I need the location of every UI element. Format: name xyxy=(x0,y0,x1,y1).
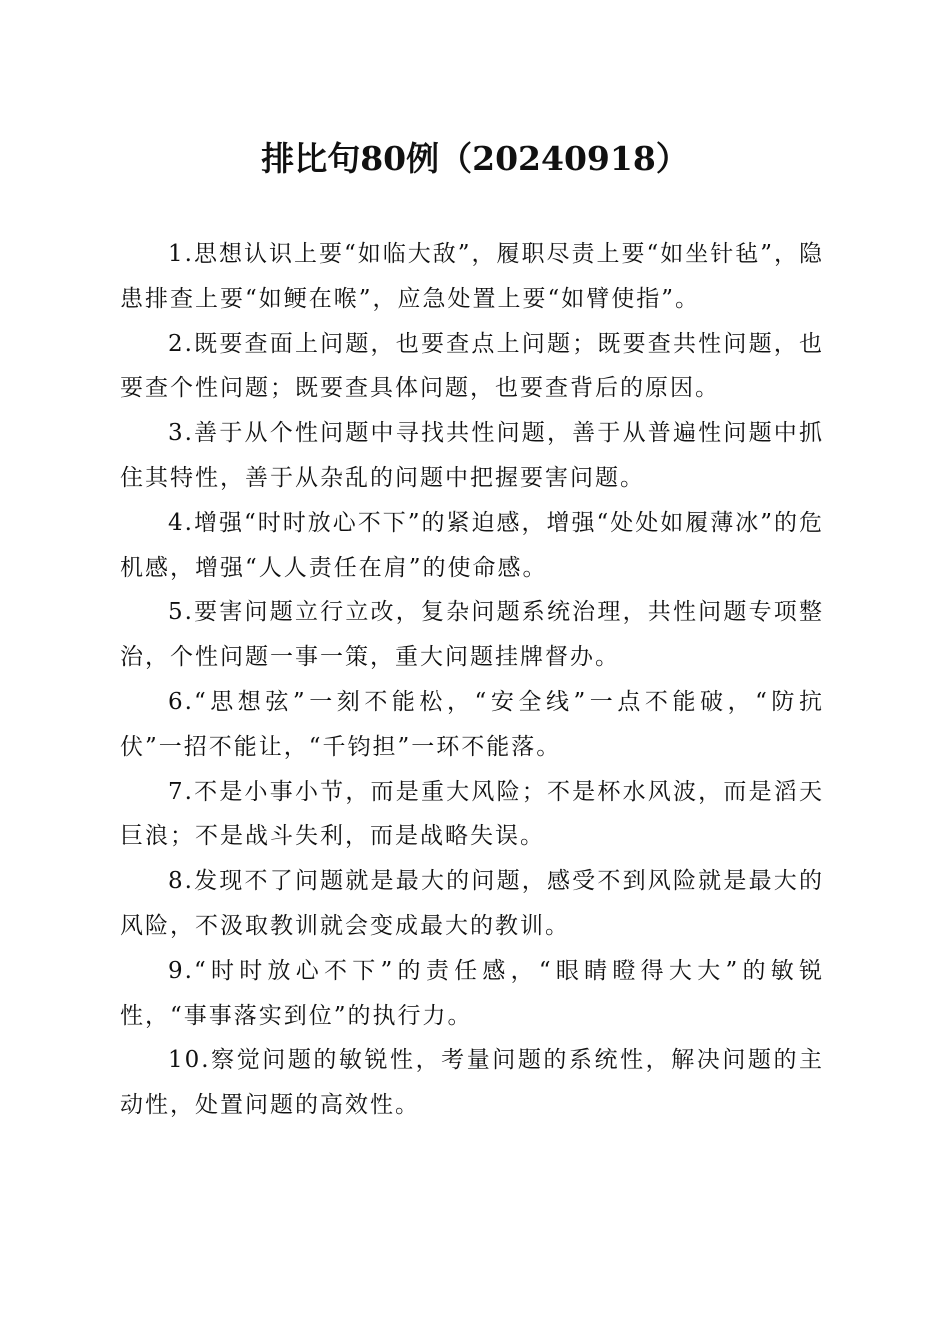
paragraph-9: 9.“时时放心不下”的责任感，“眼睛瞪得大大”的敏锐性，“事事落实到位”的执行力。 xyxy=(120,957,824,1029)
paragraph-2: 2.既要查面上问题，也要查点上问题；既要查共性问题，也要查个性问题；既要查具体问题，也要查背后的原因。 xyxy=(120,330,824,402)
paragraph-4: 4.增强“时时放心不下”的紧迫感，增强“处处如履薄冰”的危机感，增强“人人责任在肩”的使命感。 xyxy=(120,509,824,581)
paragraph-6: 6.“思想弦”一刻不能松，“安全线”一点不能破，“防抗伏”一招不能让，“千钧担”一环不能落。 xyxy=(120,688,824,760)
paragraph-8: 8.发现不了问题就是最大的问题，感受不到风险就是最大的风险，不汲取教训就会变成最大的教训。 xyxy=(120,868,824,939)
paragraph-7: 7.不是小事小节，而是重大风险；不是杯水风波，而是滔天巨浪；不是战斗失利，而是战略失误。 xyxy=(120,778,824,850)
paragraph-1: 1.思想认识上要“如临大敌”，履职尽责上要“如坐针毡”，隐患排查上要“如鲠在喉”，应急处置上要“如臂使指”。 xyxy=(120,241,824,312)
paragraph-3: 3.善于从个性问题中寻找共性问题，善于从普遍性问题中抓住其特性，善于从杂乱的问题中把握要害问题。 xyxy=(120,420,824,491)
document-body xyxy=(120,232,824,1128)
paragraph-5: 5.要害问题立行立改，复杂问题系统治理，共性问题专项整治，个性问题一事一策，重大问题挂牌督办。 xyxy=(120,599,824,671)
document-title: 排比句80例（20240918） xyxy=(261,139,689,178)
paragraph-10: 10.察觉问题的敏锐性，考量问题的系统性，解决问题的主动性，处置问题的高效性。 xyxy=(120,1047,824,1119)
